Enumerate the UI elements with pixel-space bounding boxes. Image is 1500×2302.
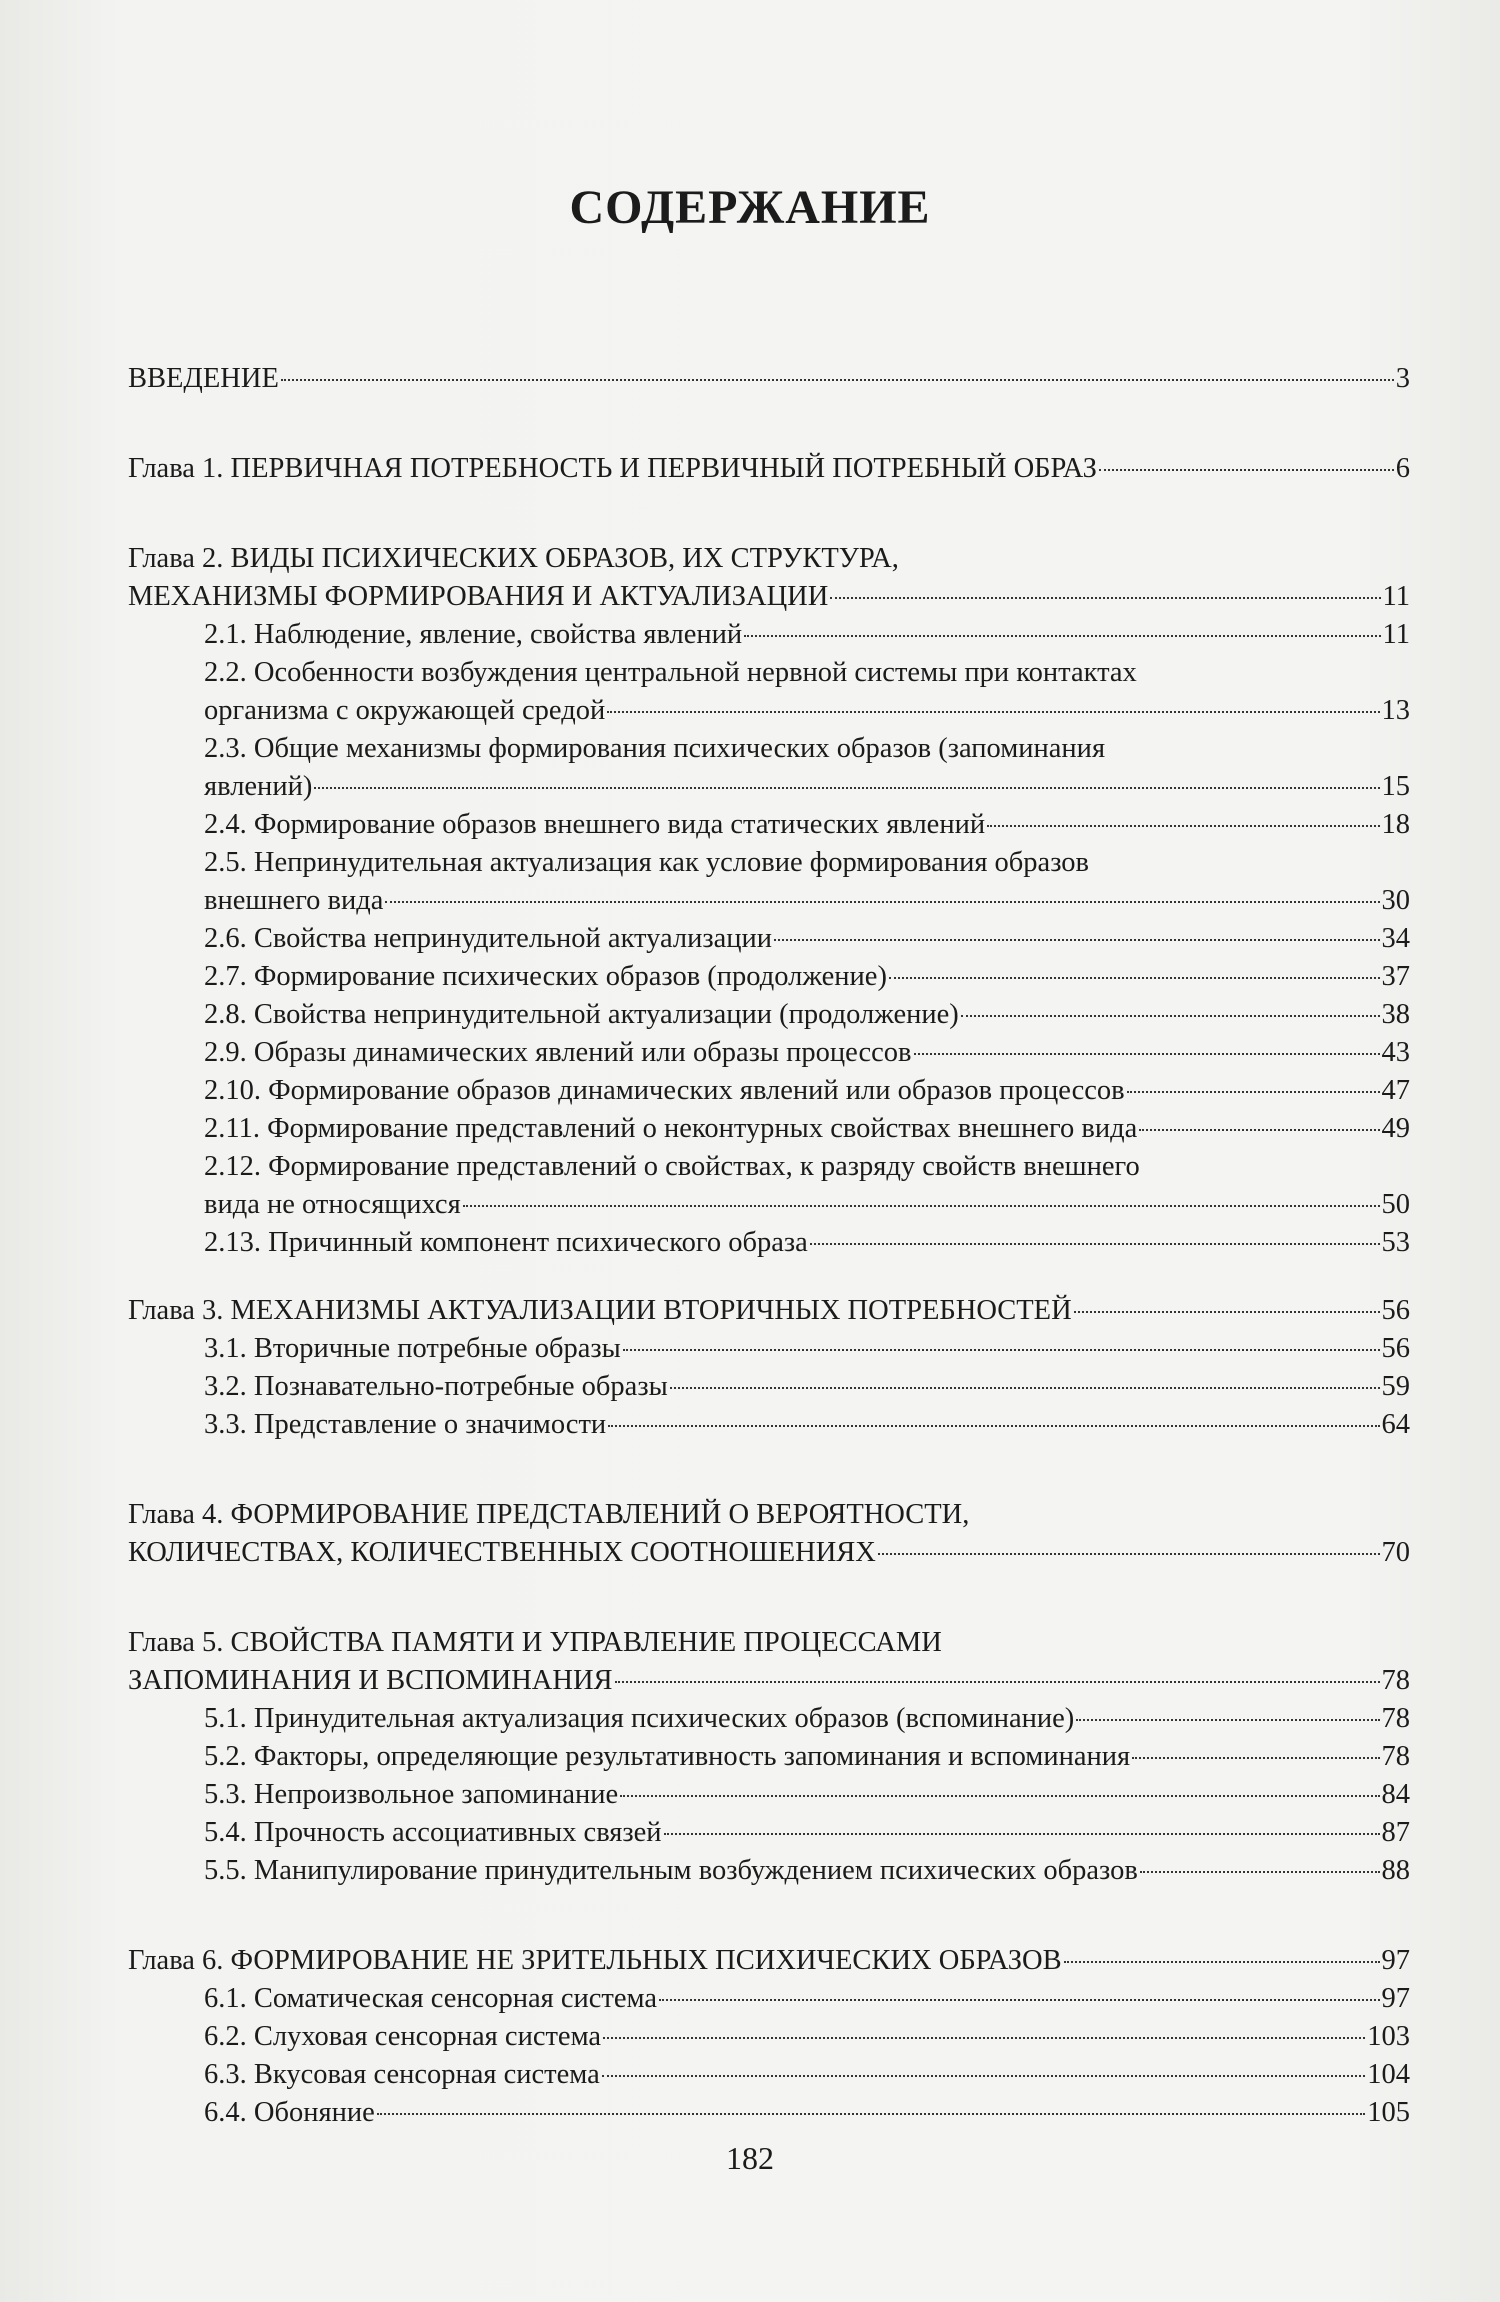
dot-leader: [810, 1243, 1380, 1245]
toc-page-number: 15: [1381, 771, 1410, 802]
toc-entry-label: 2.8. Свойства непринудительной актуализации (продолжение): [204, 999, 959, 1030]
toc-page-number: 78: [1381, 1703, 1410, 1734]
toc-page-number: 34: [1381, 923, 1410, 954]
toc-entry-label: Глава 6. ФОРМИРОВАНИЕ НЕ ЗРИТЕЛЬНЫХ ПСИХИЧЕСКИХ ОБРАЗОВ: [128, 1945, 1062, 1976]
toc-entry-label: 5.1. Принудительная актуализация психических образов (вспоминание): [204, 1703, 1075, 1734]
toc-entry-label: организма с окружающей средой: [204, 695, 606, 726]
toc-entry-label: вида не относящихся: [204, 1189, 461, 1220]
dot-leader: [608, 1425, 1379, 1427]
toc-entry-label: 6.1. Соматическая сенсорная система: [204, 1983, 658, 2014]
dot-leader: [889, 977, 1380, 979]
toc-page-number: 56: [1381, 1333, 1410, 1364]
toc-page-number: 3: [1395, 363, 1410, 394]
toc-entry-2-2[interactable]: [128, 654, 1410, 730]
toc-page-number: 38: [1381, 999, 1410, 1030]
toc-page-number: 97: [1381, 1945, 1410, 1976]
toc-page-number: 6: [1395, 453, 1410, 484]
toc-entry-label: Глава 3. МЕХАНИЗМЫ АКТУАЛИЗАЦИИ ВТОРИЧНЫХ ПОТРЕБНОСТЕЙ: [128, 1295, 1072, 1326]
toc-entry-chapter-1[interactable]: [128, 450, 1410, 488]
toc-page-number: 105: [1367, 2097, 1410, 2128]
toc-entry-label: 2.10. Формирование образов динамических явлений или образов процессов: [204, 1075, 1125, 1106]
toc-entry-5-4[interactable]: [128, 1814, 1410, 1852]
toc-entry-label: 2.1. Наблюдение, явление, свойства явлений: [204, 619, 743, 650]
toc-entry-label: ЗАПОМИНАНИЯ И ВСПОМИНАНИЯ: [128, 1665, 613, 1696]
toc-entry-label: 2.11. Формирование представлений о неконтурных свойствах внешнего вида: [204, 1113, 1138, 1144]
toc-entry-label: 2.13. Причинный компонент психического образа: [204, 1227, 808, 1258]
dot-leader: [281, 379, 1394, 381]
toc-entry-label: 6.3. Вкусовая сенсорная система: [204, 2059, 600, 2090]
dot-leader: [377, 2113, 1366, 2115]
dot-leader: [961, 1015, 1380, 1017]
dot-leader: [1132, 1757, 1379, 1759]
toc-entry-label: 3.3. Представление о значимости: [204, 1409, 607, 1440]
toc-entry-label: ВВЕДЕНИЕ: [128, 363, 279, 394]
toc-entry-2-11[interactable]: [128, 1110, 1410, 1148]
toc-page-number: 84: [1381, 1779, 1410, 1810]
toc-entry-label: 6.4. Обоняние: [204, 2097, 375, 2128]
toc-page-number: 53: [1381, 1227, 1410, 1258]
toc-page-number: 64: [1381, 1409, 1410, 1440]
toc-entry-line: Глава 2. ВИДЫ ПСИХИЧЕСКИХ ОБРАЗОВ, ИХ СТРУКТУРА,: [128, 543, 899, 574]
dot-leader: [1074, 1311, 1380, 1313]
toc-page-number: 50: [1381, 1189, 1410, 1220]
toc-entry-line: 2.3. Общие механизмы формирования психических образов (запоминания: [204, 733, 1106, 764]
toc-entry-label: КОЛИЧЕСТВАХ, КОЛИЧЕСТВЕННЫХ СООТНОШЕНИЯХ: [128, 1537, 876, 1568]
toc-entry-6-4[interactable]: [128, 2094, 1410, 2132]
dot-leader: [607, 711, 1379, 713]
toc-page-number: 11: [1382, 581, 1410, 612]
toc-entry-chapter-3[interactable]: [128, 1292, 1410, 1330]
toc-entry-2-4[interactable]: [128, 806, 1410, 844]
toc-entry-3-2[interactable]: [128, 1368, 1410, 1406]
toc-entry-label: 6.2. Слуховая сенсорная система: [204, 2021, 602, 2052]
toc-page-number: 49: [1381, 1113, 1410, 1144]
toc-entry-chapter-6[interactable]: [128, 1942, 1410, 1980]
toc-page-number: 78: [1381, 1741, 1410, 1772]
toc-page-number: 70: [1381, 1537, 1410, 1568]
toc-page-number: 56: [1381, 1295, 1410, 1326]
dot-leader: [1127, 1091, 1380, 1093]
toc-entry-line: 2.5. Непринудительная актуализация как условие формирования образов: [204, 847, 1090, 878]
toc-entry-label: 5.5. Манипулирование принудительным возбуждением психических образов: [204, 1855, 1138, 1886]
toc-entry-2-3[interactable]: [128, 730, 1410, 806]
toc-page-number: 13: [1381, 695, 1410, 726]
toc-entry-label: явлений): [204, 771, 313, 802]
toc-page-number: 47: [1381, 1075, 1410, 1106]
toc-page-number: 37: [1381, 961, 1410, 992]
toc-entry-label: внешнего вида: [204, 885, 384, 916]
toc-entry-line: Глава 4. ФОРМИРОВАНИЕ ПРЕДСТАВЛЕНИЙ О ВЕРОЯТНОСТИ,: [128, 1499, 970, 1530]
dot-leader: [463, 1205, 1380, 1207]
toc-entry-3-1[interactable]: [128, 1330, 1410, 1368]
toc-entry-2-10[interactable]: [128, 1072, 1410, 1110]
dot-leader: [620, 1795, 1379, 1797]
toc-entry-2-13[interactable]: [128, 1224, 1410, 1262]
toc-page-number: 87: [1381, 1817, 1410, 1848]
toc-entry-label: 5.3. Непроизвольное запоминание: [204, 1779, 619, 1810]
page-title: СОДЕРЖАНИЕ: [569, 181, 931, 234]
toc-entry-6-2[interactable]: [128, 2018, 1410, 2056]
toc-entry-label: 3.2. Познавательно-потребные образы: [204, 1371, 668, 1402]
dot-leader: [670, 1387, 1380, 1389]
dot-leader: [1140, 1871, 1380, 1873]
table-of-contents: [128, 360, 1410, 2132]
toc-entry-label: 3.1. Вторичные потребные образы: [204, 1333, 621, 1364]
toc-entry-label: 5.2. Факторы, определяющие результативность запоминания и вспоминания: [204, 1741, 1131, 1772]
toc-entry-chapter-5[interactable]: [128, 1624, 1410, 1700]
toc-entry-line: 2.12. Формирование представлений о свойствах, к разряду свойств внешнего: [204, 1151, 1140, 1182]
dot-leader: [659, 1999, 1379, 2001]
toc-entry-label: 2.4. Формирование образов внешнего вида статических явлений: [204, 809, 986, 840]
toc-entry-label: 2.6. Свойства непринудительной актуализации: [204, 923, 773, 954]
toc-entry-label: 2.9. Образы динамических явлений или образы процессов: [204, 1037, 912, 1068]
dot-leader: [878, 1553, 1380, 1555]
toc-entry-chapter-2[interactable]: [128, 540, 1410, 616]
toc-entry-introduction[interactable]: [128, 360, 1410, 398]
toc-entry-2-8[interactable]: [128, 996, 1410, 1034]
toc-entry-2-9[interactable]: [128, 1034, 1410, 1072]
dot-leader: [1099, 469, 1394, 471]
toc-entry-chapter-4[interactable]: [128, 1496, 1410, 1572]
toc-page-number: 104: [1367, 2059, 1410, 2090]
toc-entry-5-5[interactable]: [128, 1852, 1410, 1890]
toc-entry-line: 2.2. Особенности возбуждения центральной нервной системы при контактах: [204, 657, 1137, 688]
toc-entry-2-6[interactable]: [128, 920, 1410, 958]
dot-leader: [602, 2075, 1365, 2077]
dot-leader: [603, 2037, 1365, 2039]
toc-page-number: 103: [1367, 2021, 1410, 2052]
toc-entry-2-1[interactable]: [128, 616, 1410, 654]
toc-entry-label: МЕХАНИЗМЫ ФОРМИРОВАНИЯ И АКТУАЛИЗАЦИИ: [128, 581, 829, 612]
toc-entry-2-12[interactable]: [128, 1148, 1410, 1224]
toc-entry-6-1[interactable]: [128, 1980, 1410, 2018]
dot-leader: [615, 1681, 1380, 1683]
toc-page-number: 88: [1381, 1855, 1410, 1886]
toc-entry-5-3[interactable]: [128, 1776, 1410, 1814]
toc-page-number: 43: [1381, 1037, 1410, 1068]
dot-leader: [385, 901, 1379, 903]
toc-entry-label: 2.7. Формирование психических образов (продолжение): [204, 961, 887, 992]
toc-entry-label: Глава 1. ПЕРВИЧНАЯ ПОТРЕБНОСТЬ И ПЕРВИЧНЫЙ ПОТРЕБНЫЙ ОБРАЗ: [128, 453, 1097, 484]
toc-page-number: 78: [1381, 1665, 1410, 1696]
toc-page-number: 97: [1381, 1983, 1410, 2014]
dot-leader: [664, 1833, 1380, 1835]
dot-leader: [830, 597, 1380, 599]
dot-leader: [1076, 1719, 1379, 1721]
dot-leader: [314, 787, 1379, 789]
toc-entry-5-2[interactable]: [128, 1738, 1410, 1776]
dot-leader: [914, 1053, 1380, 1055]
dot-leader: [1064, 1961, 1380, 1963]
dot-leader: [987, 825, 1379, 827]
toc-entry-2-5[interactable]: [128, 844, 1410, 920]
toc-entry-2-7[interactable]: [128, 958, 1410, 996]
dot-leader: [744, 635, 1380, 637]
toc-entry-line: Глава 5. СВОЙСТВА ПАМЯТИ И УПРАВЛЕНИЕ ПРОЦЕССАМИ: [128, 1627, 942, 1658]
toc-page-number: 18: [1381, 809, 1410, 840]
toc-entry-3-3[interactable]: [128, 1406, 1410, 1444]
toc-page-number: 30: [1381, 885, 1410, 916]
dot-leader: [774, 939, 1379, 941]
page-number: 182: [726, 2140, 774, 2176]
toc-entry-5-1[interactable]: [128, 1700, 1410, 1738]
toc-page-number: 11: [1382, 619, 1410, 650]
toc-entry-label: 5.4. Прочность ассоциативных связей: [204, 1817, 662, 1848]
toc-page-number: 59: [1381, 1371, 1410, 1402]
dot-leader: [1139, 1129, 1379, 1131]
dot-leader: [623, 1349, 1380, 1351]
toc-entry-6-3[interactable]: [128, 2056, 1410, 2094]
